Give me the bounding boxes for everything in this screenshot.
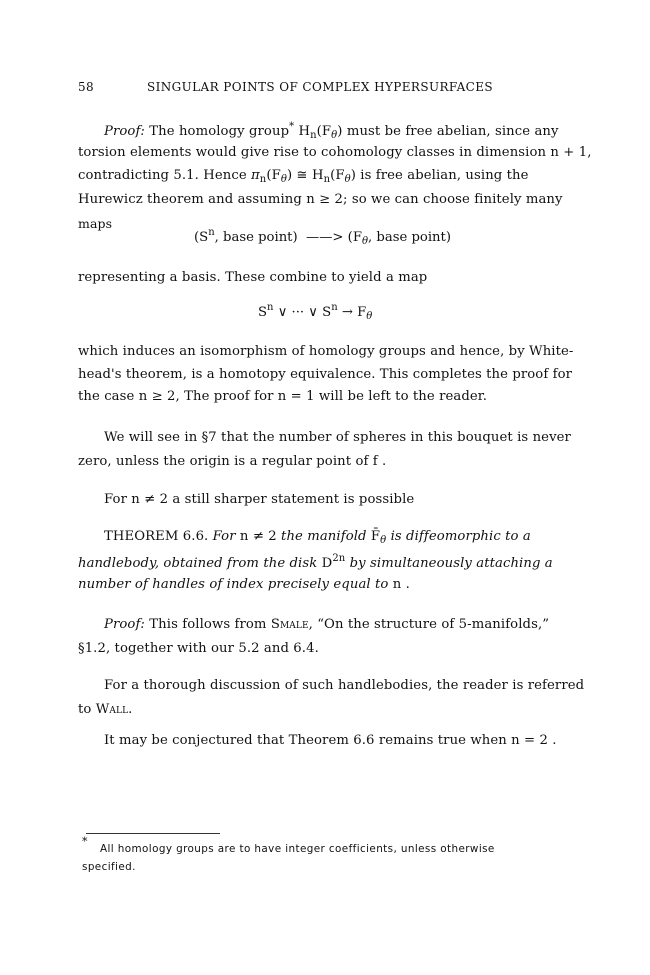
page-number: 58 <box>78 80 95 94</box>
footnote-rule <box>86 833 220 834</box>
proof-line-7: which induces an isomorphism of homology groups and hence, by White- <box>78 344 574 359</box>
map-arrow: ——> <box>306 230 344 245</box>
proof-line-3: contradicting 5.1. Hence $\pi_n(F_\theta)$ ≅ $H_n(F_\theta)$ is free abelian, using the <box>78 168 529 185</box>
footnote-marker: * <box>289 121 295 132</box>
sharper-statement: For n ≠ 2 a still sharper statement is possible <box>104 492 415 507</box>
proof-line-6: representing a basis. These combine to yield a map <box>78 270 428 285</box>
theorem-label: THEOREM 6.6. <box>104 529 209 544</box>
theorem-line-2: handlebody, obtained from the disk $D^{2n}$ by simultaneously attaching a <box>78 553 553 571</box>
handlebodies-line-1: For a thorough discussion of such handlebodies, the reader is referred <box>104 678 585 693</box>
handlebodies-line-2: to Wall. <box>78 702 133 717</box>
section7-line-2: zero, unless the origin is a regular point of f . <box>78 454 387 469</box>
section7-line-1: We will see in §7 that the number of spheres in this bouquet is never <box>104 430 571 445</box>
footnote-line-2: specified. <box>82 861 136 873</box>
footnote-mark: * <box>82 835 88 848</box>
proof-line-4: Hurewicz theorem and assuming n ≥ 2; so we can choose finitely many <box>78 192 563 207</box>
wedge-formula: $S^n$ ∨ ··· ∨ $S^n \to F_\theta$ <box>258 302 373 322</box>
theorem-line-1: THEOREM 6.6. For n ≠ 2 the manifold $F̄_\theta$ is diffeomorphic to a <box>104 529 531 546</box>
footnote-line-1: All homology groups are to have integer coefficients, unless otherwise <box>100 843 495 855</box>
running-title: SINGULAR POINTS OF COMPLEX HYPERSURFACES <box>147 80 494 94</box>
proof2-line-1: Proof: This follows from Smale, “On the structure of 5-manifolds,” <box>104 617 550 632</box>
map-formula: ($S^n$, base point) ——> ($F_\theta$, base point) <box>194 227 451 247</box>
proof2-line-2: §1.2, together with our 5.2 and 6.4. <box>78 641 319 656</box>
proof-line-8: head's theorem, is a homotopy equivalence. This completes the proof for <box>78 367 573 382</box>
conjecture-line: It may be conjectured that Theorem 6.6 remains true when n = 2 . <box>104 733 557 748</box>
proof-line-9: the case n ≥ 2, The proof for n = 1 will be left to the reader. <box>78 389 488 404</box>
proof2-label: Proof: <box>104 617 145 632</box>
proof-line-2: torsion elements would give rise to cohomology classes in dimension n + 1, <box>78 145 592 160</box>
proof-label: Proof: <box>104 124 145 139</box>
maps-word: maps <box>78 216 113 231</box>
proof-line-1: Proof: The homology group* $H_n(F_\theta)$ must be free abelian, since any <box>104 121 559 141</box>
theorem-line-3: number of handles of index precisely equal to n . <box>78 577 410 592</box>
